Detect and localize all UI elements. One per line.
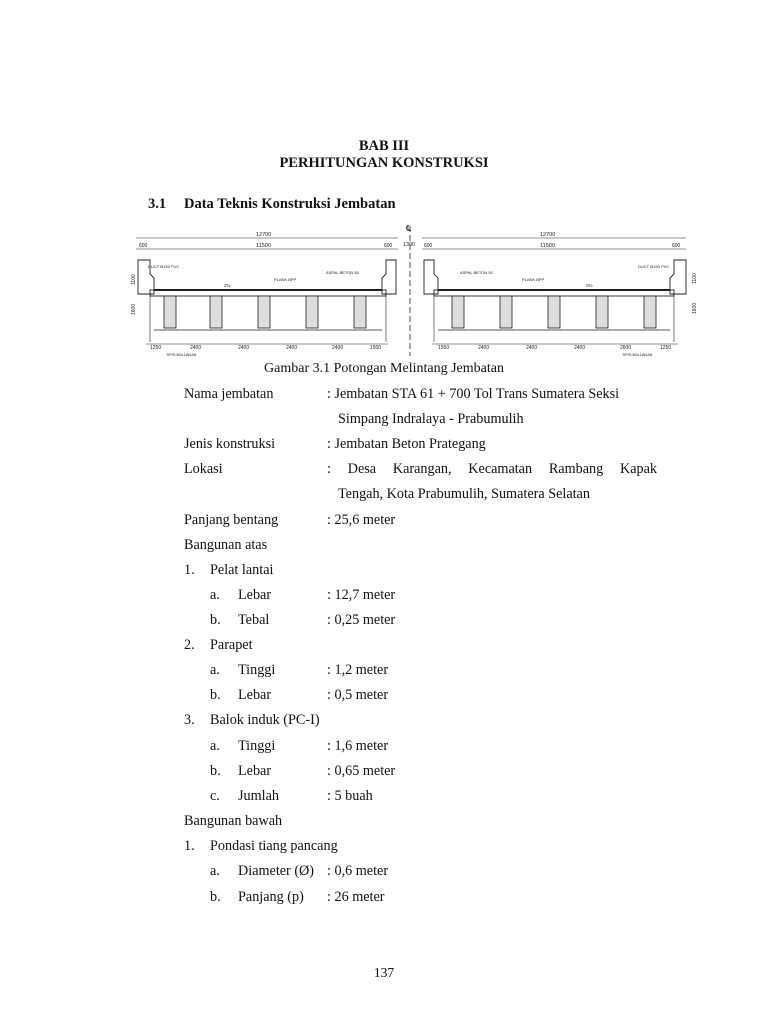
sub-value: : 1,2 meter [327, 662, 389, 678]
page-number: 137 [373, 965, 395, 980]
dim-1100-right: 1100 [692, 273, 698, 284]
list-num: 1. [184, 562, 195, 578]
section-number: 3.1 [148, 196, 167, 212]
parapet-right [670, 260, 686, 294]
sub-letter: a. [210, 587, 220, 603]
chapter-title: PERHITUNGAN KONSTRUKSI [279, 155, 489, 171]
sub-label: Tinggi [238, 662, 276, 678]
dim-inner-right: 11500 [540, 243, 555, 249]
parapet-left-inner [382, 260, 396, 294]
list-item-balok-induk: Balok induk (PC-I) [210, 712, 320, 728]
parapet-right-inner [424, 260, 438, 294]
bridge-cross-section-figure [126, 222, 700, 360]
sub-label: Jumlah [238, 788, 279, 804]
spacing-right-3: 2400 [526, 345, 538, 351]
sub-value: : 0,5 meter [327, 687, 389, 703]
note-plank-right: PLANK BPP [522, 277, 545, 282]
spacing-right-2: 2400 [478, 345, 490, 351]
girders-right [452, 296, 656, 328]
spacing-left-5: 2400 [332, 345, 344, 351]
figure-caption: Gambar 3.1 Potongan Melintang Jembatan [264, 361, 504, 376]
note-duct-right: DUCT Ø150 PVC [638, 264, 670, 269]
sub-value: : 0,25 meter [327, 612, 396, 628]
label-bangunan-atas: Bangunan atas [184, 537, 268, 553]
note-duct-left: DUCT Ø150 PVC [148, 264, 180, 269]
dim-1600-right: 1600 [692, 302, 698, 314]
list-item-pelat-lantai: Pelat lantai [210, 562, 274, 578]
dim-edge-right: 600 [424, 243, 433, 249]
spacing-right-4: 2400 [574, 345, 586, 351]
spacing-right-6: 1250 [660, 345, 672, 351]
sub-label: Tebal [238, 612, 270, 628]
sub-letter: b. [210, 612, 221, 628]
slope-left: 2% [224, 283, 231, 288]
note-aspal-left: ASPAL BETON 50 [326, 270, 359, 275]
note-bottom-right: TIPIS BALLANAN [622, 353, 653, 357]
dim-edge-left: 600 [139, 243, 148, 249]
value-panjang-bentang: : 25,6 meter [327, 512, 396, 528]
value-nama-jembatan: : Jembatan STA 61 + 700 Tol Trans Sumatera Seksi [327, 386, 620, 402]
list-num: 1. [184, 838, 195, 854]
sub-value: : 0,65 meter [327, 763, 396, 779]
spacing-left-4: 2400 [286, 345, 298, 351]
list-num: 2. [184, 637, 195, 653]
dim-total-right: 12700 [540, 232, 556, 238]
dim-1100-left: 1100 [131, 274, 137, 285]
list-num: 3. [184, 712, 195, 728]
note-aspal-right: ASPAL BETON 50 [460, 270, 493, 275]
sub-letter: b. [210, 763, 221, 779]
label-panjang-bentang: Panjang bentang [184, 512, 279, 528]
centerline-mark: ℄ [406, 224, 412, 233]
sub-value: : 5 buah [327, 788, 373, 804]
note-plank-left: PLANK BPP [274, 277, 297, 282]
sub-label: Panjang (p) [238, 889, 304, 905]
slope-right: 2% [586, 283, 593, 288]
sub-label: Diameter (Ø) [238, 863, 315, 879]
chapter-number: BAB III [358, 138, 410, 154]
sub-value: : 26 meter [327, 889, 385, 905]
label-bangunan-bawah: Bangunan bawah [184, 813, 283, 829]
sub-label: Lebar [238, 763, 272, 779]
list-item-pondasi: Pondasi tiang pancang [210, 838, 338, 854]
dim-total-left: 12700 [256, 232, 272, 238]
label-jenis-konstruksi: Jenis konstruksi [184, 436, 276, 452]
sub-letter: b. [210, 889, 221, 905]
dim-median: 1300 [403, 242, 416, 248]
sub-letter: a. [210, 738, 220, 754]
spacing-right-1: 1550 [438, 345, 450, 351]
list-item-parapet: Parapet [210, 637, 253, 653]
spacing-left-1: 1250 [150, 345, 162, 351]
dim-edge-right-2: 600 [672, 243, 681, 249]
sub-label: Lebar [238, 587, 272, 603]
sub-value: : 1,6 meter [327, 738, 389, 754]
value-jenis-konstruksi: : Jembatan Beton Prategang [327, 436, 486, 452]
value-nama-jembatan-cont: Simpang Indralaya - Prabumulih [338, 411, 524, 427]
spacing-right-5: 2600 [620, 345, 632, 351]
dim-edge-left-2: 600 [384, 243, 393, 249]
value-lokasi: : Desa Karangan, Kecamatan Rambang Kapak [327, 461, 657, 477]
dim-1600-left: 1600 [131, 303, 137, 315]
sub-letter: a. [210, 863, 220, 879]
sub-label: Lebar [238, 687, 272, 703]
sub-value: : 0,6 meter [327, 863, 389, 879]
label-nama-jembatan: Nama jembatan [184, 386, 274, 402]
sub-label: Tinggi [238, 738, 276, 754]
sub-value: : 12,7 meter [327, 587, 396, 603]
girders-left [164, 296, 366, 328]
spacing-left-6: 1500 [370, 345, 382, 351]
spacing-left-3: 2400 [238, 345, 250, 351]
dim-inner-left: 11500 [256, 243, 271, 249]
sub-letter: a. [210, 662, 220, 678]
note-bottom-left: TIPIS BALLANAN [166, 353, 197, 357]
spacing-left-2: 2400 [190, 345, 202, 351]
sub-letter: b. [210, 687, 221, 703]
section-title: Data Teknis Konstruksi Jembatan [184, 196, 396, 212]
sub-letter: c. [210, 788, 220, 804]
value-lokasi-cont: Tengah, Kota Prabumulih, Sumatera Selatan [338, 486, 590, 502]
label-lokasi: Lokasi [184, 461, 223, 477]
